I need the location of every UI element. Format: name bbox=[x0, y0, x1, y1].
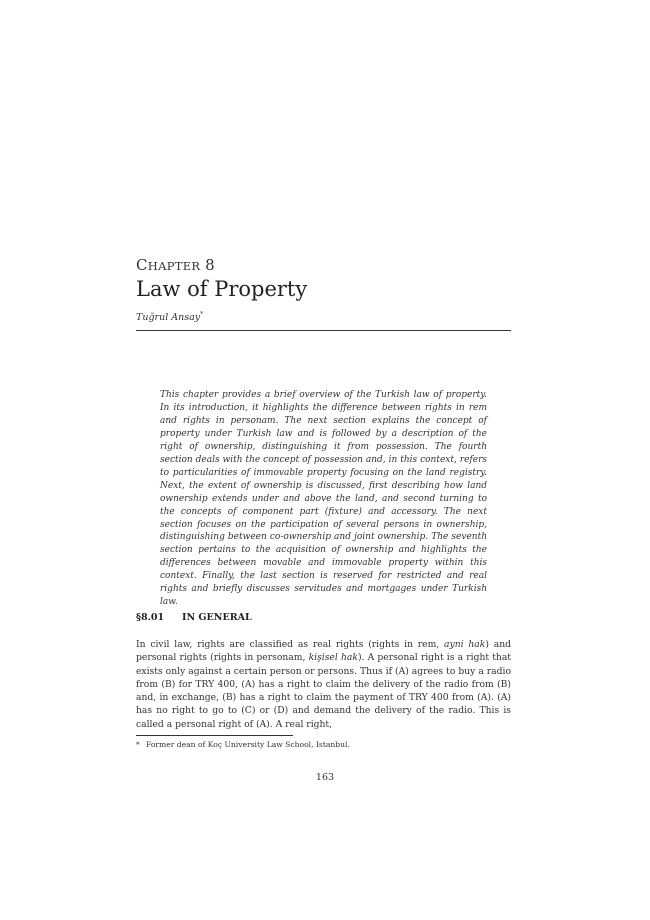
chapter-label-rest: HAPTER bbox=[147, 259, 201, 273]
chapter-title: Law of Property bbox=[136, 277, 308, 301]
term-ayni-hak: ayni hak bbox=[444, 639, 486, 650]
body-paragraph bbox=[136, 638, 511, 731]
author-footnote-mark: * bbox=[200, 311, 204, 318]
body-text-part: In civil law, rights are classified as real rights (rights in rem, bbox=[136, 639, 445, 650]
page-number: 163 bbox=[315, 772, 335, 783]
footnote-mark: * bbox=[136, 740, 140, 749]
section-heading bbox=[136, 612, 511, 623]
chapter-abstract: This chapter provides a brief overview of the Turkish law of property. In its introduction, it highlights the difference between rights in rem and rights in personam. The next section explains the concept of property under Turkish law and is followed by a description of the right of ownership, distinguishing it from possession. The fourth section deals with the concept of possession and, in this context, refers to particularities of immovable property focusing on the land registry. Next, the extent of ownership is discussed, first describing how land ownership extends under and above the land, and second turning to the concepts of component part (fixture) and accessory. The next section focuses on the participation of several persons in ownership, distinguishing between co-ownership and joint ownership. The seventh section pertains to the acquisition of ownership and highlights the differences between movable and immovable property within this context. Finally, the last section is reserved for restricted and real rights and briefly discusses servitudes and mortgages under Turkish law. bbox=[160, 390, 487, 608]
footnote-text: Former dean of Koç University Law School, Istanbul. bbox=[146, 740, 350, 749]
term-kisisel-hak: kişisel hak bbox=[308, 652, 358, 664]
section-number: §8.01 bbox=[136, 612, 165, 623]
section-title: IN GENERAL bbox=[182, 612, 252, 623]
footnote bbox=[136, 740, 511, 749]
chapter-label bbox=[136, 256, 215, 274]
body-text-part: ). A personal right is a right that exists only against a certain person or persons. Thus if (A) agrees to buy a radio from (B) for TRY 400, (A) has a right to claim the delivery of the radio from (B) and, in exchange, (B) has a right to claim the payment of TRY 400 from (A). (A) has no right to go to (C) or (D) and demand the delivery of the radio. This is called a personal right of (A). A real right, bbox=[136, 652, 511, 730]
author-line bbox=[136, 311, 203, 323]
title-divider bbox=[136, 330, 511, 331]
chapter-number: 8 bbox=[205, 256, 215, 274]
chapter-label-initial: C bbox=[136, 256, 148, 274]
author-name: Tuğrul Ansay bbox=[136, 312, 201, 324]
body-text-part: ) and personal rights (rights in personam, bbox=[136, 639, 512, 664]
footnote-divider bbox=[136, 735, 293, 736]
